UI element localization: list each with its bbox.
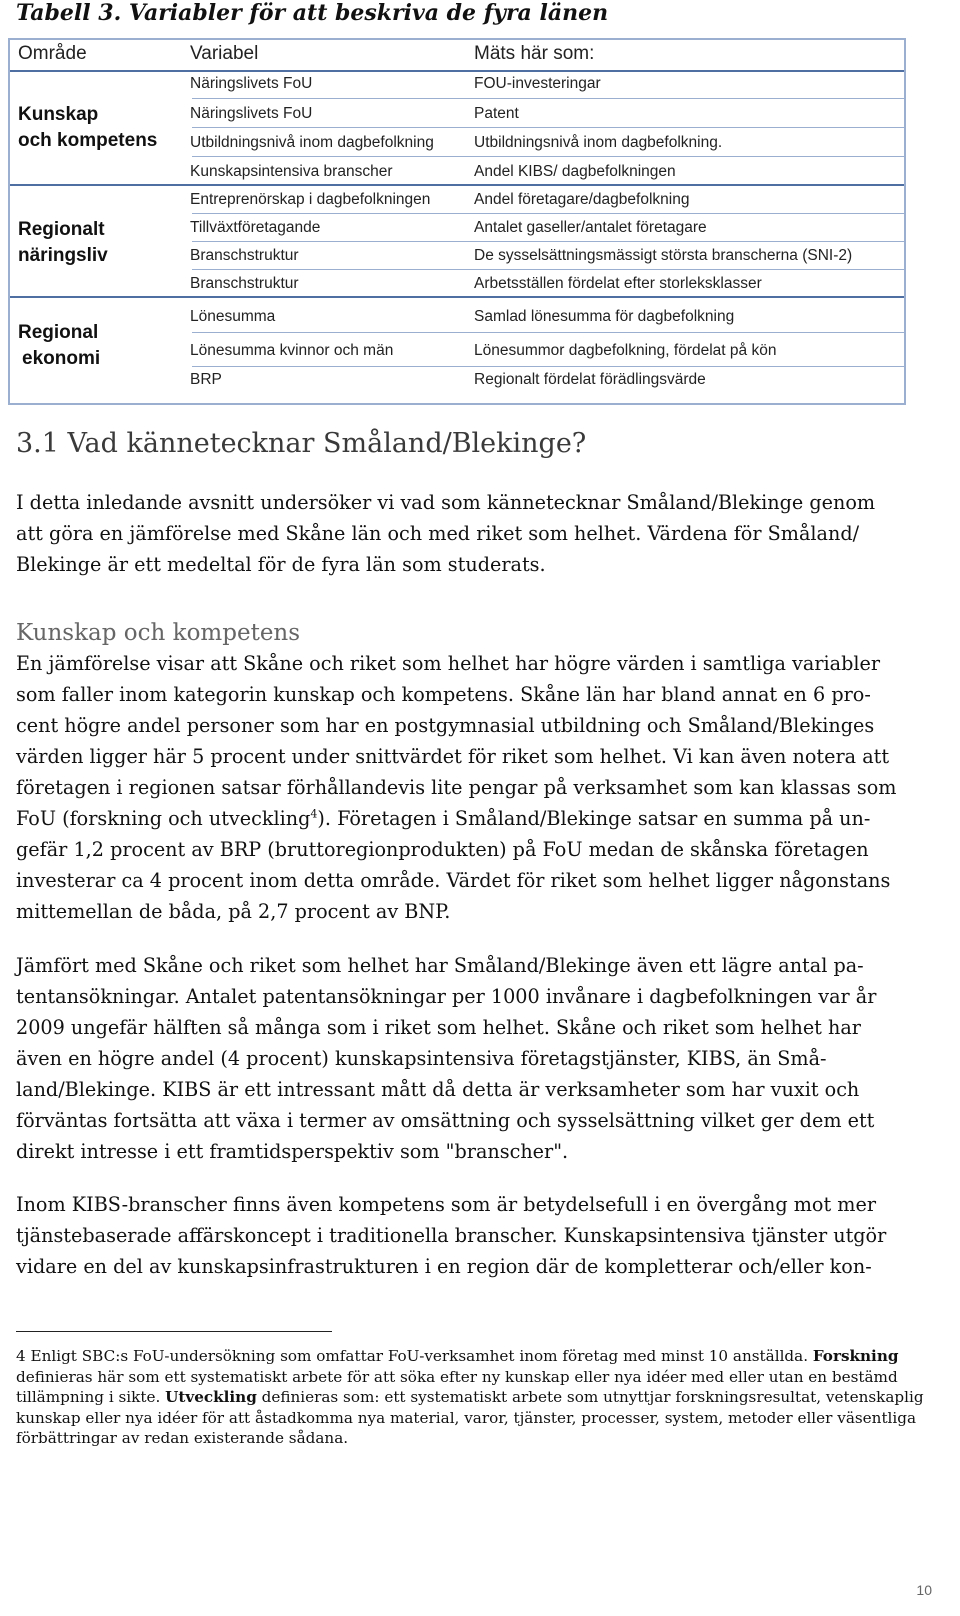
page-number: 10 [916,1582,932,1598]
paragraph-line: Jämfört med Skåne och riket som helhet har Småland/Blekinge även ett lägre antal pa- [16,954,864,977]
paragraph-line: I detta inledande avsnitt undersöker vi vad som kännetecknar Småland/Blekinge genom [16,491,876,514]
footnote-ref[interactable]: 4 [310,807,318,821]
row-divider [192,332,904,333]
row-divider [192,241,904,242]
footnote-line [16,1346,926,1367]
text-run: definieras som: ett systematiskt arbete som utnyttjar forskningsresultat, vetenskaplig [256,1388,924,1406]
paragraph-line: cent högre andel personer som har en postgymnasial utbildning och Småland/Blekinges [16,714,875,737]
paragraph-line: Inom KIBS-branscher finns även kompetens som är betydelsefull i en övergång mot mer [16,1193,876,1216]
paragraph-line: mittemellan de båda, på 2,7 procent av BNP. [16,900,451,923]
group-divider [10,184,904,186]
footnote-line: kunskap eller nya idéer för att åstadkomma nya material, varor, tjänster, processer, system, metoder eller väsentliga [16,1408,917,1427]
row-divider [192,127,904,128]
text-run: ). Företagen i Småland/Blekinge satsar en summa på un- [317,807,871,830]
table-cell-measured: Samlad lönesumma för dagbefolkning [474,308,735,325]
paragraph-line: företagen i regionen satsar förhållandevis lite pengar på verksamhet som kan klassas som [16,776,897,799]
row-divider [192,366,904,367]
footnote-line: definieras här som ett systematiskt arbete för att söka efter ny kunskap eller nya idéer med eller utan en bestämd [16,1367,898,1386]
paragraph-line: gefär 1,2 procent av BRP (bruttoregionprodukten) på FoU medan de skånska företagen [16,838,869,861]
group-label-line: näringsliv [18,245,108,266]
table-cell-measured: Utbildningsnivå inom dagbefolkning. [474,134,723,151]
table-cell-variable: Utbildningsnivå inom dagbefolkning [190,134,434,151]
paragraph-line: tjänstebaserade affärskoncept i traditionella branscher. Kunskapsintensiva tjänster utgör [16,1224,887,1247]
paragraph-line [16,803,916,834]
term-utveckling: Utveckling [165,1388,257,1406]
table-cell-variable: Kunskapsintensiva branscher [190,163,393,180]
footnote-rule [16,1331,332,1332]
table-cell-measured: Andel företagare/dagbefolkning [474,191,690,208]
knowledge-paragraph [16,648,916,927]
paragraph-line: även en högre andel (4 procent) kunskapsintensiva företagstjänster, KIBS, än Små- [16,1047,827,1070]
text-run: Enligt SBC:s FoU-undersökning som omfattar FoU-verksamhet inom företag med minst 10 anställda. [25,1347,813,1365]
paragraph-line: att göra en jämförelse med Skåne län och med riket som helhet. Värdena för Småland/ [16,522,860,545]
table-cell-measured: De sysselsättningsmässigt största branscherna (SNI-2) [474,247,853,264]
paragraph-line: vidare en del av kunskapsinfrastrukturen i en region där de kompletterar och/eller kon- [16,1255,872,1278]
table-cell-variable: Näringslivets FoU [190,105,313,122]
section-heading: 3.1 Vad kännetecknar Småland/Blekinge? [16,428,587,459]
table-cell-measured: Andel KIBS/ dagbefolkningen [474,163,676,180]
table-cell-measured: FOU-investeringar [474,75,601,92]
table-header [10,40,904,72]
row-divider [192,98,904,99]
table-cell-measured: Patent [474,105,519,122]
paragraph-line: En jämförelse visar att Skåne och riket som helhet har högre värden i samtliga variabler [16,652,881,675]
footnote-number: 4 [16,1347,26,1365]
group-label-line: och kompetens [18,130,158,151]
intro-paragraph [16,487,916,580]
group-label-line: ekonomi [22,348,101,369]
table-cell-variable: Lönesumma [190,308,276,325]
header-measured: Mäts här som: [474,43,595,64]
text-run: tillämpning i sikte. [16,1388,166,1406]
text-run: FoU (forskning och utveckling [16,807,311,830]
table-cell-variable: Lönesumma kvinnor och män [190,342,394,359]
group-label-line: Kunskap [18,104,99,125]
table-cell-variable: Branschstruktur [190,247,299,264]
group-label-naringsliv [18,217,108,269]
paragraph-line: Blekinge är ett medeltal för de fyra län som studerats. [16,553,546,576]
footnote-line [16,1387,926,1408]
table-cell-variable: Näringslivets FoU [190,75,313,92]
subheading: Kunskap och kompetens [16,620,301,646]
paragraph-line: investerar ca 4 procent inom detta område. Värdet för riket som helhet ligger någonstans [16,869,891,892]
group-label-line: Regional [18,322,99,343]
group-label-kunskap [18,102,157,154]
paragraph-line: förväntas fortsätta att växa i termer av omsättning och sysselsättning vilket ger dem ett [16,1109,875,1132]
table-cell-measured: Antalet gaseller/antalet företagare [474,219,707,236]
patent-paragraph [16,950,916,1167]
table-cell-variable: Tillväxtföretagande [190,219,321,236]
row-divider [192,269,904,270]
paragraph-line: 2009 ungefär hälften så många som i riket som helhet. Skåne och riket som helhet har [16,1016,861,1039]
row-divider [192,213,904,214]
term-forskning: Forskning [812,1347,899,1365]
table-cell-variable: Branschstruktur [190,275,299,292]
group-label-ekonomi [18,320,100,372]
table-cell-variable: Entreprenörskap i dagbefolkningen [190,191,431,208]
table-caption: Tabell 3. Variabler för att beskriva de fyra länen [16,0,609,26]
group-label-line: Regionalt [18,219,105,240]
header-variable: Variabel [190,43,259,64]
row-divider [192,156,904,157]
paragraph-line: tentansökningar. Antalet patentansökningar per 1000 invånare i dagbefolkningen var år [16,985,877,1008]
paragraph-line: land/Blekinge. KIBS är ett intressant mått då detta är verksamheter som har vuxit och [16,1078,860,1101]
paragraph-line: värden ligger här 5 procent under snittvärdet för riket som helhet. Vi kan även notera att [16,745,890,768]
group-divider [10,296,904,298]
table-cell-measured: Lönesummor dagbefolkning, fördelat på kön [474,342,777,359]
paragraph-line: som faller inom kategorin kunskap och kompetens. Skåne län har bland annat en 6 pro- [16,683,871,706]
footnote [16,1346,926,1449]
table-cell-measured: Arbetsställen fördelat efter storleksklasser [474,275,762,292]
table-cell-variable: BRP [190,371,222,388]
variables-table [8,38,906,405]
kibs-paragraph [16,1189,916,1282]
header-area: Område [18,43,87,64]
table-cell-measured: Regionalt fördelat förädlingsvärde [474,371,706,388]
paragraph-line: direkt intresse i ett framtidsperspektiv som "branscher". [16,1140,569,1163]
footnote-line: förbättringar av redan existerande sådana. [16,1429,349,1447]
